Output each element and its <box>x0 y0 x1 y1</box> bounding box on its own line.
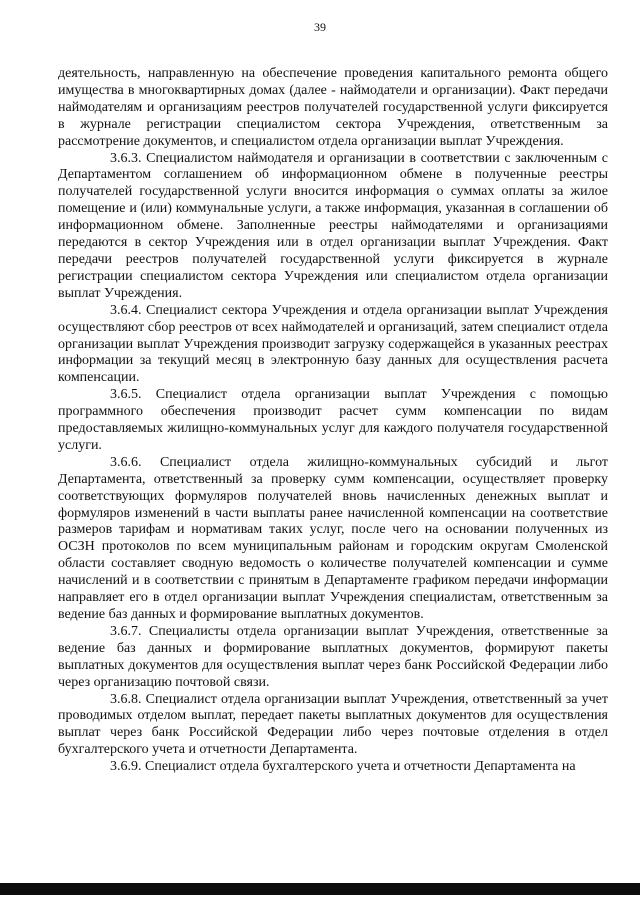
scan-edge-bar <box>0 883 640 895</box>
paragraph-3-6-5: 3.6.5. Специалист отдела организации выплат Учреждения с помощью программного обеспечения производит расчет сумм компенсации по видам предоставляемых жилищно-коммунальных услуг для каждого получателя государственной услуги. <box>58 387 608 453</box>
paragraph-3-6-9: 3.6.9. Специалист отдела бухгалтерского учета и отчетности Департамента на <box>110 759 576 775</box>
paragraph-3-6-8: 3.6.8. Специалист отдела организации выплат Учреждения, ответственный за учет проводимых отделом выплат, передает пакеты выплатных документов для осуществления выплат через банк Российской Федерации либо через почтовые отделения в отдел бухгалтерского учета и отчетности Департамента. <box>58 691 608 758</box>
page-number: 39 <box>314 20 326 34</box>
paragraph-continuation: деятельность, направленную на обеспечение проведения капитального ремонта общего имущества в многоквартирных домах (далее - наймодатели и организации). Факт передачи наймодателям и организациям реестров получателей государственной услуги фиксируется в журнале регистрации специалистом сектора Учреждения, ответственным за рассмотрение документов, и специалистом отдела организации выплат Учреждения. <box>58 66 608 149</box>
paragraph-3-6-3: 3.6.3. Специалистом наймодателя и организации в соответствии с заключенным с Департаментом соглашением об информационном обмене в полученные реестры получателей государственной услуги вносится информация о суммах оплаты за жилое помещение и (или) коммунальные услуги, а также информация, указанная в соглашении об информационном обмене. Заполненные реестры наймодателями и организациями передаются в сектор Учреждения или в отдел организации выплат Учреждения. Факт передачи реестров получателей государственной услуги фиксируется в журнале регистрации специалистом сектора Учреждения или специалистом отдела организации выплат Учреждения. <box>58 150 608 301</box>
paragraph-3-6-6: 3.6.6. Специалист отдела жилищно-коммунальных субсидий и льгот Департамента, ответственный за проверку сумм компенсации, осуществляет проверку соответствующих формуляров получателей вновь начисленных денежных выплат и формуляров изменений в части выплаты ранее начисленной компенсации на соответствие размеров тарифам и нормативам таких услуг, после чего на основании полученных из ОСЗН протоколов по всем муниципальным районам и городским округам Смоленской области составляет сводную ведомость о количестве получателей компенсации и сумме начислений и в соответствии с принятым в Департаменте графиком передачи информации направляет его в отдел организации выплат Учреждения специалистам, ответственным за ведение баз данных и формирование выплатных документов. <box>58 454 608 622</box>
paragraph-3-6-7: 3.6.7. Специалисты отдела организации выплат Учреждения, ответственные за ведение баз данных и формирование выплатных документов, формируют пакеты выплатных документов для осуществления выплат через банк Российской Федерации либо через организацию почтовой связи. <box>58 623 608 690</box>
paragraph-3-6-4: 3.6.4. Специалист сектора Учреждения и отдела организации выплат Учреждения осуществляют сбор реестров от всех наймодателей и организаций, затем специалист отдела организации выплат Учреждения производит загрузку содержащейся в указанных реестрах информации за текущий месяц в электронную базу данных для осуществления расчета компенсации. <box>58 302 608 386</box>
document-body <box>58 66 608 776</box>
